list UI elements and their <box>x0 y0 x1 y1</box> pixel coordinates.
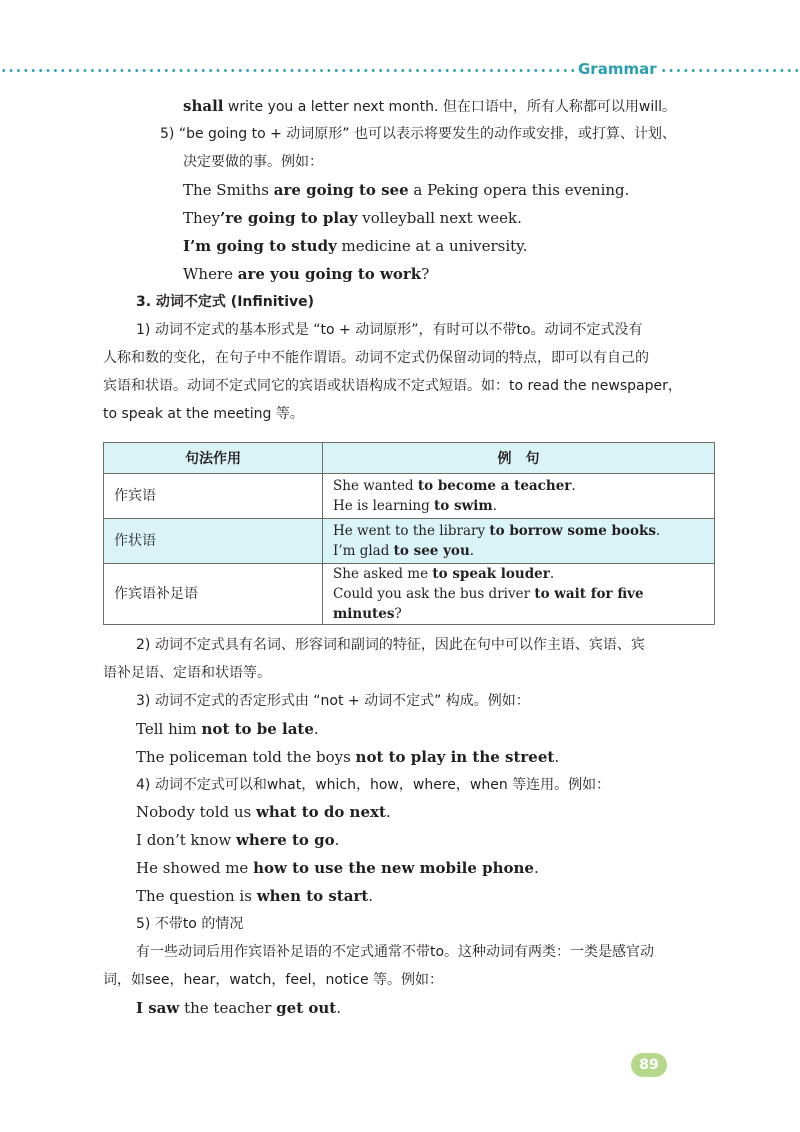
section-heading-infinitive: 3. 动词不定式 (Infinitive) <box>136 294 315 310</box>
example-sentence: I saw the teacher get out. <box>136 999 341 1017</box>
page-number-badge: 89 <box>631 1053 667 1077</box>
paragraph-be-going-to-line2: 决定要做的事。例如： <box>183 154 323 170</box>
header-dotted-rule-right <box>660 69 800 72</box>
table-role-cell: 作状语 <box>104 519 323 564</box>
paragraph-be-going-to-line1: 5) “be going to + 动词原形” 也可以表示将要发生的动作或安排，或打算、计划、 <box>160 126 676 142</box>
example-sentence: Where are you going to work? <box>183 265 430 283</box>
example-sentence: They’re going to play volleyball next week. <box>183 209 522 227</box>
paragraph-infinitive-line4: to speak at the meeting 等。 <box>103 406 304 422</box>
section-label: Grammar <box>578 60 657 78</box>
paragraph-bare-infinitive-line1: 有一些动词后用作宾语补足语的不定式通常不带to。这种动词有两类：一类是感官动 <box>136 944 655 960</box>
example-sentence: I don’t know where to go. <box>136 831 340 849</box>
example-sentence: Nobody told us what to do next. <box>136 803 391 821</box>
table-row <box>104 564 715 625</box>
table-example-cell: He went to the library to borrow some books. I’m glad to see you. <box>323 519 715 564</box>
table-row <box>104 474 715 519</box>
infinitive-usage-table <box>103 442 715 625</box>
paragraph-infinitive-line1: 1) 动词不定式的基本形式是 “to + 动词原形”，有时可以不带to。动词不定式没有 <box>136 322 643 338</box>
example-sentence: The policeman told the boys not to play in the street. <box>136 748 560 766</box>
paragraph-bare-infinitive-heading: 5) 不带to 的情况 <box>136 916 244 932</box>
table-example-cell: She asked me to speak louder. Could you ask the bus driver to wait for five minutes? <box>323 564 715 625</box>
example-sentence: Tell him not to be late. <box>136 720 319 738</box>
table-header-cell: 句法作用 <box>104 443 323 474</box>
paragraph-features-line2: 语补足语、定语和状语等。 <box>103 665 271 681</box>
paragraph-bare-infinitive-line2: 词，如see，hear，watch，feel，notice 等。例如： <box>103 972 444 988</box>
table-role-cell: 作宾语 <box>104 474 323 519</box>
paragraph-negative: 3) 动词不定式的否定形式由 “not + 动词不定式” 构成。例如： <box>136 693 530 709</box>
table-example-cell: She wanted to become a teacher. He is learning to swim. <box>323 474 715 519</box>
header-dotted-rule-left <box>0 69 574 72</box>
example-sentence: The Smiths are going to see a Peking opera this evening. <box>183 181 630 199</box>
example-sentence: I’m going to study medicine at a university. <box>183 237 528 255</box>
page-header <box>0 60 800 80</box>
table-role-cell: 作宾语补足语 <box>104 564 323 625</box>
table-header-cell: 例 句 <box>323 443 715 474</box>
paragraph-features-line1: 2) 动词不定式具有名词、形容词和副词的特征，因此在句中可以作主语、宾语、宾 <box>136 637 645 653</box>
paragraph-shall: shall write you a letter next month. 但在口语中，所有人称都可以用will。 <box>183 97 676 115</box>
table-header-row <box>104 443 715 474</box>
paragraph-infinitive-line2: 人称和数的变化，在句子中不能作谓语。动词不定式仍保留动词的特点，即可以有自己的 <box>103 350 649 366</box>
example-sentence: He showed me how to use the new mobile phone. <box>136 859 539 877</box>
table-row <box>104 519 715 564</box>
paragraph-wh-words: 4) 动词不定式可以和what，which，how，where，when 等连用。例如： <box>136 777 611 793</box>
paragraph-infinitive-line3: 宾语和状语。动词不定式同它的宾语或状语构成不定式短语。如：to read the newspaper， <box>103 378 682 394</box>
example-sentence: The question is when to start. <box>136 887 374 905</box>
